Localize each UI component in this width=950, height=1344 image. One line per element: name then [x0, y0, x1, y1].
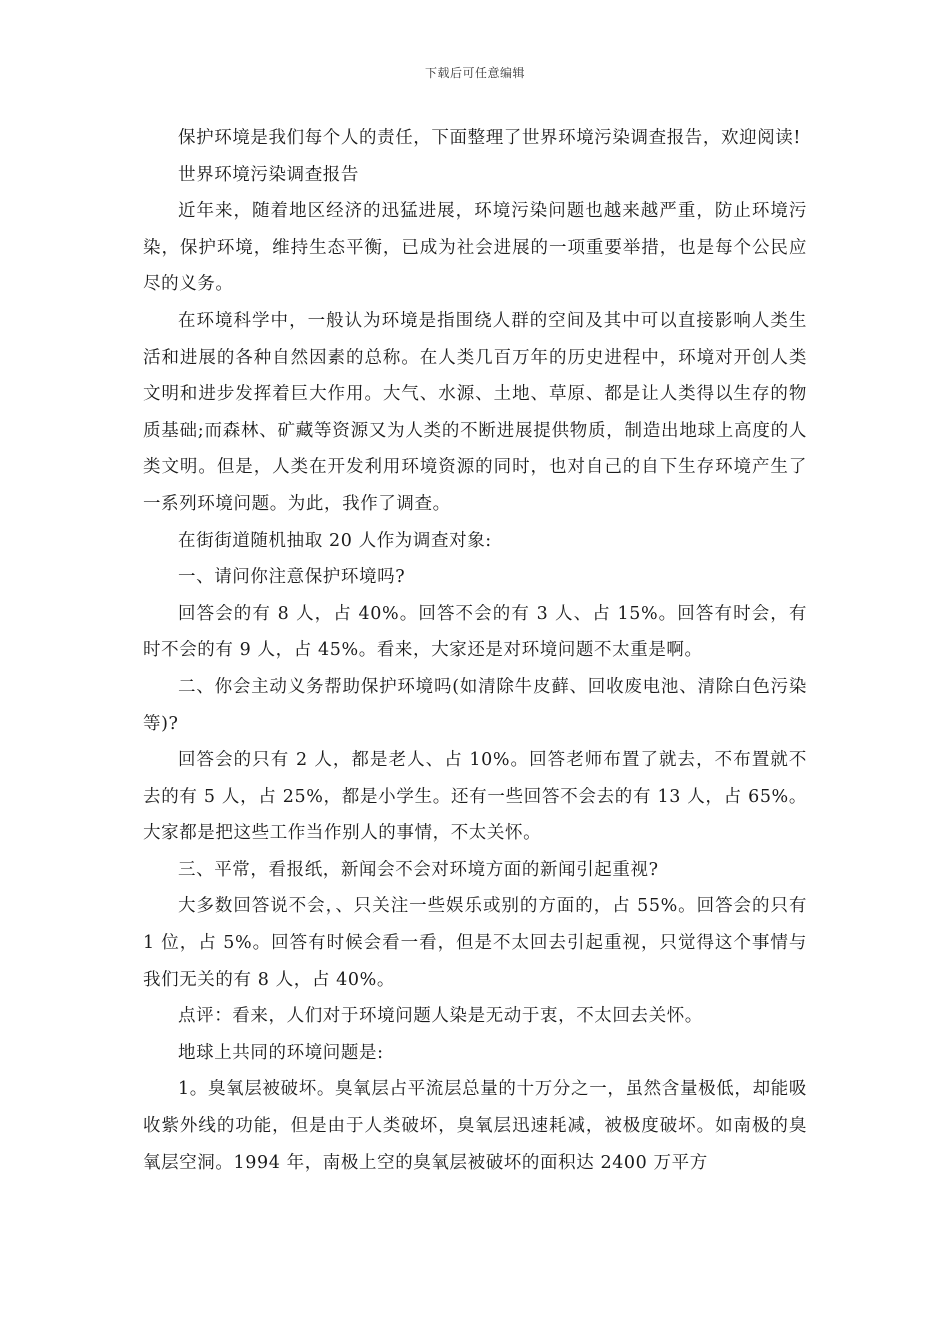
- paragraph-question-3: 三、平常，看报纸，新闻会不会对环境方面的新闻引起重视?: [178, 859, 659, 880]
- paragraph-common-issues: 地球上共同的环境问题是:: [178, 1042, 384, 1063]
- paragraph-background: 近年来，随着地区经济的迅猛进展，环境污染问题也越来越严重，防止环境污染，保护环境，维持生态平衡，已成为社会进展的一项重要举措，也是每个公民应尽的义务。: [143, 201, 807, 295]
- paragraph-ozone: 1。臭氧层被破坏。臭氧层占平流层总量的十万分之一，虽然含量极低，却能吸收紫外线的功能，但是由于人类破坏，臭氧层迅速耗减，被极度破坏。如南极的臭氧层空洞。1994 年，南极上空的臭氧层被破坏的面积达 2400 万平方: [143, 1079, 807, 1173]
- paragraph-environment-science: 在环境科学中，一般认为环境是指围绕人群的空间及其中可以直接影响人类生活和进展的各种自然因素的总称。在人类几百万年的历史进程中，环境对开创人类文明和进步发挥着巨大作用。大气、水源、土地、草原、都是让人类得以生存的物质基础;而森林、矿藏等资源又为人类的不断进展提供物质，制造出地球上高度的人类文明。但是，人类在开发利用环境资源的同时，也对自己的自下生存环境产生了一系列环境问题。为此，我作了调查。: [143, 310, 807, 514]
- paragraph-report-title: 世界环境污染调查报告: [178, 164, 359, 185]
- paragraph-intro: 保护环境是我们每个人的责任，下面整理了世界环境污染调查报告，欢迎阅读!: [178, 128, 802, 148]
- document-body: [143, 120, 807, 1181]
- paragraph-answer-1: 回答会的有 8 人，占 40%。回答不会的有 3 人、占 15%。回答有时会，有时不会的有 9 人，占 45%。看来，大家还是对环境问题不太重是啊。: [143, 603, 807, 661]
- paragraph-question-2: 二、你会主动义务帮助保护环境吗(如清除牛皮藓、回收废电池、清除白色污染等)?: [143, 676, 807, 734]
- paragraph-question-1: 一、请问你注意保护环境吗?: [178, 567, 406, 588]
- page-header: 下载后可任意编辑: [424, 66, 525, 80]
- paragraph-answer-3: 大多数回答说不会，、只关注一些娱乐或别的方面的，占 55%。回答会的只有 1 位，占 5%。回答有时候会看一看，但是不太回去引起重视，只觉得这个事情与我们无关的有 8 人，占 40%。: [143, 896, 807, 990]
- paragraph-answer-2: 回答会的只有 2 人，都是老人、占 10%。回答老师布置了就去，不布置就不去的有 5 人，占 25%，都是小学生。还有一些回答不会去的有 13 人，占 65%。大家都是把这些工作当作别人的事情，不太关怀。: [143, 750, 807, 844]
- paragraph-survey-sample: 在街街道随机抽取 20 人作为调查对象:: [178, 530, 492, 551]
- paragraph-comment: 点评：看来，人们对于环境问题人染是无动于衷，不太回去关怀。: [178, 1006, 703, 1027]
